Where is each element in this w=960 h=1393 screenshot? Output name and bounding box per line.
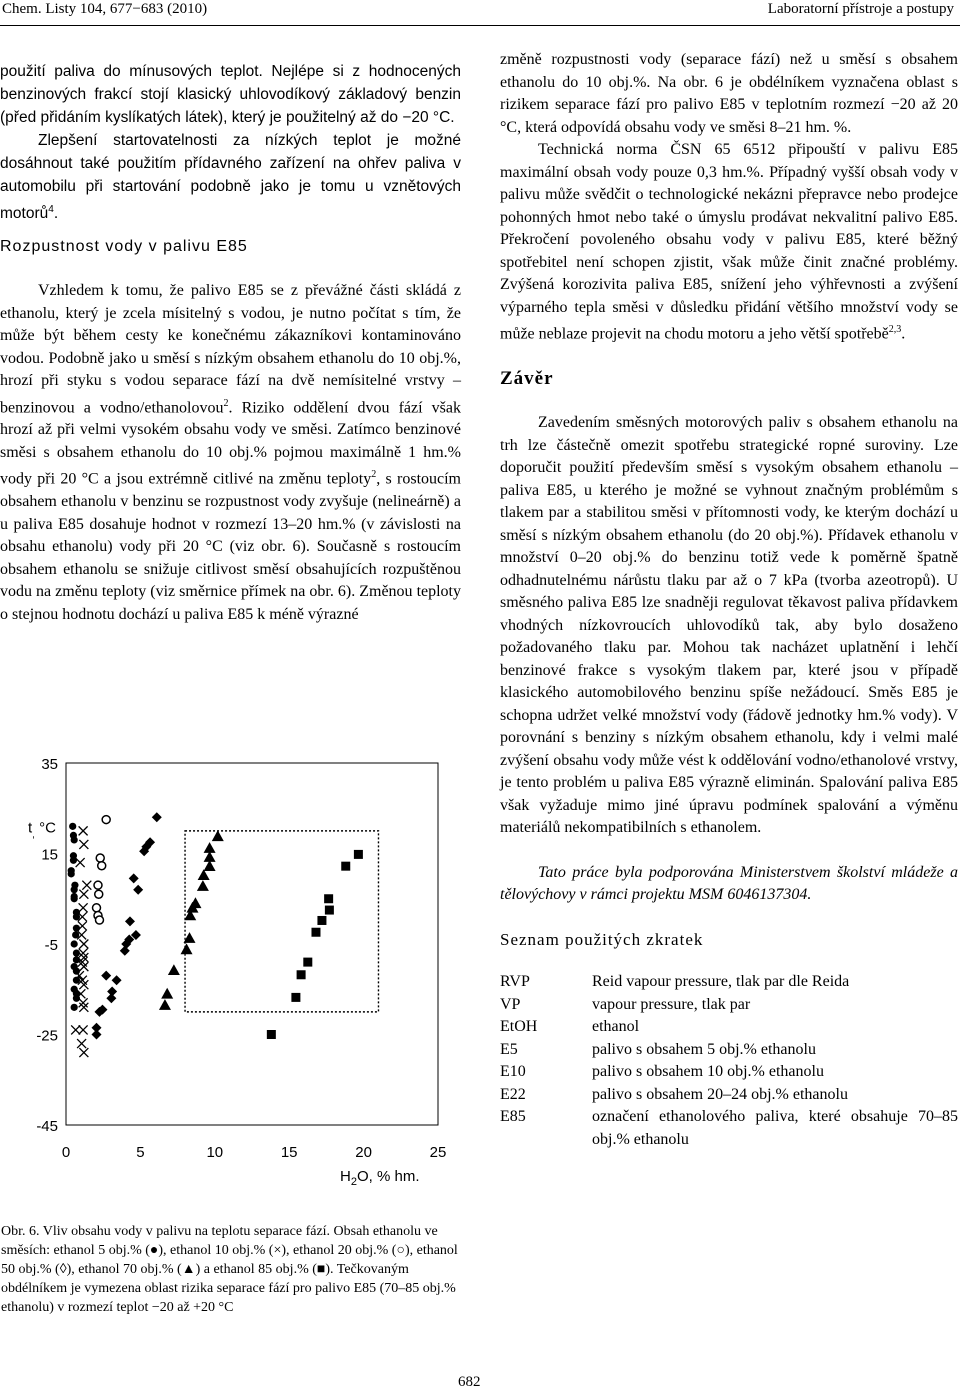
reference-4: 4 <box>48 204 54 215</box>
abbreviation-row <box>500 1106 958 1151</box>
caption-text-5: ), ethanol 70 obj.% ( <box>66 1262 182 1277</box>
abbreviation-value: palivo s obsahem 10 obj.% ethanolu <box>592 1063 824 1081</box>
paragraph-standard <box>500 139 958 346</box>
data-point-square-filled <box>341 862 350 871</box>
paragraph-solubility-text-b: . Riziko oddělení dvou fází však hrozí až při velmi vysokém obsahu vody ve směsi. Zatímco benzinové směsi s obsahem ethanolu do 10 obj.% pojmou maximálně 1 hm.% vody při 20 °C a jsou extrémně citlivé na změnu teploty <box>0 398 462 488</box>
x-tick-label: 15 <box>280 1144 298 1161</box>
section-heading-abbreviations: Seznam použitých zkratek <box>500 929 704 949</box>
data-point-circle-filled <box>71 940 78 947</box>
abbreviation-value: Reid vapour pressure, tlak par dle Reida <box>592 973 850 991</box>
abbreviation-row <box>500 1039 958 1062</box>
abbreviations-table <box>500 971 958 1151</box>
data-point-cross <box>79 903 88 912</box>
section-name: Laboratorní přístroje a postupy <box>767 1 954 17</box>
x-axis-title-main: H <box>340 1168 351 1185</box>
figure-6-chart <box>0 745 470 1185</box>
x-tick-label: 5 <box>136 1144 145 1161</box>
caption-symbol-cross: × <box>273 1243 282 1258</box>
x-tick-label: 0 <box>61 1144 71 1161</box>
journal-citation: Chem. Listy 104, 677−683 (2010) <box>2 1 208 17</box>
y-tick-label: -45 <box>36 1118 58 1135</box>
x-axis-title-sub: 2 <box>350 1176 357 1185</box>
data-point-diamond-filled <box>92 1030 102 1040</box>
data-point-cross <box>71 1025 80 1034</box>
abbreviation-key: E85 <box>500 1108 526 1126</box>
abbreviation-row <box>500 1016 958 1039</box>
caption-text-6: ) a ethanol 85 obj.% ( <box>195 1262 317 1277</box>
y-tick-label: 15 <box>41 846 58 864</box>
data-point-cross <box>79 890 88 899</box>
data-point-triangle-filled <box>197 880 209 891</box>
abbreviation-key: VP <box>500 995 521 1013</box>
data-point-triangle-filled <box>168 964 180 975</box>
data-point-diamond-filled <box>152 812 162 822</box>
data-point-diamond-filled <box>112 975 122 985</box>
data-point-circle-open <box>94 881 102 889</box>
abbreviation-key: E22 <box>500 1085 526 1103</box>
data-point-cross <box>79 826 88 835</box>
abbreviation-row <box>500 1084 958 1107</box>
caption-text-1: Obr. 6. Vliv obsahu vody v palivu na teplotu separace fází. Obsah ethanolu ve směsích: ethanol 5 obj.% ( <box>1 1224 438 1258</box>
data-point-cross <box>78 921 87 930</box>
reference-2-3: 2,3 <box>888 324 902 335</box>
abbreviation-key: E5 <box>500 1040 518 1058</box>
paragraph-solubility-text-c: , s rostoucím obsahem ethanolu v benzinu se rozpustnost vody zvyšuje (nelineárně) a u paliva E85 dosahuje hodnot v rozmezí 13–20 hm.% (v závislosti na obsahu ethanolu) vody při 20 °C (viz obr. 6). Současně s rostoucím obsahem ethanolu se snižuje citlivost směsí obsahujících rozpuštěnou vodu na změnu teploty (viz směrnice přímek na obr. 6). Změnou teploty o stejnou hodnotu dochází u paliva E85 k méně výrazné <box>0 470 461 623</box>
caption-symbol-filled-circle: ● <box>149 1243 159 1258</box>
abbreviation-row <box>500 1061 958 1084</box>
data-point-square-filled <box>291 993 300 1002</box>
caption-symbol-diamond: ◊ <box>59 1262 67 1277</box>
data-point-cross <box>77 1039 86 1048</box>
data-point-square-filled <box>324 894 333 903</box>
paragraph-standard-end: . <box>901 325 906 343</box>
left-column <box>0 60 461 626</box>
data-point-diamond-filled <box>106 993 116 1003</box>
data-point-cross <box>79 940 88 949</box>
y-tick-label: -5 <box>44 937 58 954</box>
x-tick-label: 10 <box>206 1144 224 1161</box>
x-tick-label: 20 <box>355 1144 372 1161</box>
data-point-diamond-filled <box>120 946 130 956</box>
data-point-circle-filled <box>71 895 78 902</box>
data-point-square-filled <box>297 970 306 979</box>
abbreviation-value: označení ethanolového paliva, které obsahuje 70–85 obj.% ethanolu <box>592 1108 958 1148</box>
paragraph-startability: Zlepšení startovatelnosti za nízkých teplot je možné dosáhnout také použitím přídavného zařízení na ohřev paliva v automobilu při startování podobně jako je tomu u vznětových motorů$^4$. <box>0 132 461 223</box>
data-point-triangle-filled <box>184 932 196 943</box>
data-point-circle-filled <box>69 823 76 830</box>
paragraph-solubility-text-a: Vzhledem k tomu, že palivo E85 se z převážné části skládá z ethanolu, který je zcela mísitelný s vodou, je nutno počítat s tím, že může být během cesty ke konečnému zákazníkovi kontaminováno vodou. Podobně jako u směsí s nízkým obsahem ethanolu do 10 obj.%, hrozí při styku s vodou separace fází na dvě nemísitelné vrstvy – benzinovou a vodno/ethanolovou <box>0 282 461 416</box>
y-axis-title-rest: °C <box>34 819 56 837</box>
x-axis-title <box>340 1168 419 1185</box>
data-point-cross <box>79 1025 88 1034</box>
data-point-square-filled <box>317 916 326 925</box>
header-rule <box>0 25 960 26</box>
data-point-circle-filled <box>71 836 78 843</box>
y-tick-label: 35 <box>41 756 58 773</box>
caption-text-4: ), ethanol 50 obj.% ( <box>1 1243 458 1277</box>
caption-text-7: ). Tečkovaným obdélníkem je vymezena oblast rizika separace fází pro palivo E85 (70–85 obj.% ethanolu) v rozmezí teplot −20 až +20 °C <box>1 1262 456 1315</box>
data-point-diamond-filled <box>101 971 111 981</box>
abbreviation-key: E10 <box>500 1063 526 1081</box>
reference-2a: 2 <box>223 397 229 409</box>
chart-marks-layer <box>68 812 363 1057</box>
data-point-circle-filled <box>71 886 78 893</box>
section-heading-solubility: Rozpustnost vody v palivu E85 <box>0 238 248 256</box>
data-point-cross <box>79 840 88 849</box>
data-point-square-filled <box>354 850 363 859</box>
caption-text-3: ), ethanol 20 obj.% ( <box>281 1243 397 1258</box>
data-point-triangle-filled <box>161 988 173 999</box>
x-tick-label: 25 <box>429 1144 447 1161</box>
figure-6-caption <box>1 1222 461 1317</box>
y-axis-title-sub: , <box>32 829 35 841</box>
data-point-diamond-filled <box>129 873 139 883</box>
x-axis-title-rest: O, % hm. <box>356 1168 420 1185</box>
data-point-cross <box>82 881 91 890</box>
data-point-circle-filled <box>73 925 80 932</box>
data-point-circle-filled <box>73 968 80 975</box>
page-number: 682 <box>458 1374 481 1390</box>
paragraph-phase-separation: změně rozpustnosti vody (separace fází) než u směsí s obsahem ethanolu do 10 obj.%. Na obr. 6 je obdélníkem vyznačena oblast s rizikem separace fází pro palivo E85 v teplotním rozmezí −20 až 20 °C, která odpovídá obsahu vody ve směsi 8–21 hm. %. <box>500 51 958 136</box>
data-point-circle-filled <box>71 1004 78 1011</box>
y-axis-title-main: t <box>28 819 33 837</box>
data-point-square-filled <box>325 906 334 915</box>
caption-symbol-open-circle: ○ <box>396 1243 405 1258</box>
paragraph-standard-text: Technická norma ČSN 65 6512 připouští v palivu E85 maximální obsah vody pouze 0,3 hm.%. Případný vyšší obsah vody v palivu může svědčit o technologické nekázni přepravce nebo prodejce pohonných hmot nebo také o úmyslu prodávat nekvalitní palivo E85. Překročení povoleného obsahu vody v palivu E85, které běžný spotřebitel není schopen zjistit, však může činit značné problémy. Zvýšená korozivita paliva E85, snížení jeho výhřevnosti a zvýšení výparného tepla směsi v důsledku přidání většího množství vody se může neblaze projevit na chodu motoru a jeho větší spotřebě <box>500 141 958 343</box>
data-point-cross <box>76 858 85 867</box>
data-point-cross <box>79 1048 88 1057</box>
data-point-circle-open <box>102 816 110 824</box>
data-point-square-filled <box>267 1030 276 1039</box>
abbreviation-value: vapour pressure, tlak par <box>592 995 751 1013</box>
risk-region-rectangle <box>185 831 378 1012</box>
data-point-diamond-filled <box>133 885 143 895</box>
abbreviation-key: RVP <box>500 973 530 991</box>
abbreviation-value: palivo s obsahem 20–24 obj.% ethanolu <box>592 1085 848 1103</box>
abbreviation-row <box>500 994 958 1017</box>
abbreviation-row <box>500 971 958 994</box>
data-point-square-filled <box>311 928 320 937</box>
paragraph-solubility <box>0 280 461 626</box>
reference-2b: 2 <box>371 469 377 481</box>
data-point-square-filled <box>303 958 312 967</box>
abbreviation-value: ethanol <box>592 1018 640 1036</box>
acknowledgement: Tato práce byla podporována Ministerstvem školství mládeže a tělovýchovy v rámci projektu MSM 6046137304. <box>500 863 958 904</box>
abbreviation-value: palivo s obsahem 5 obj.% ethanolu <box>592 1040 816 1058</box>
right-column <box>500 49 958 1151</box>
data-point-circle-open <box>93 904 101 912</box>
chart-labels-layer <box>28 756 446 1185</box>
data-point-triangle-filled <box>212 830 224 841</box>
paragraph-startability-text: Zlepšení startovatelnosti za nízkých teplot je možné dosáhnout také použitím přídavného zařízení na ohřev paliva v automobilu při startování podobně jako je tomu u vznětových motorů <box>0 132 461 223</box>
data-point-circle-filled <box>68 870 75 877</box>
y-tick-label: -25 <box>36 1027 58 1045</box>
data-point-circle-filled <box>73 949 80 956</box>
data-point-circle-open <box>98 862 106 870</box>
data-point-circle-open <box>96 854 104 862</box>
data-point-triangle-filled <box>159 999 171 1010</box>
caption-text-2: ), ethanol 10 obj.% ( <box>158 1243 274 1258</box>
data-point-circle-open <box>95 890 103 898</box>
running-header <box>0 0 960 24</box>
abbreviation-key: EtOH <box>500 1018 538 1036</box>
paragraph-conclusion: Zavedením směsných motorových paliv s obsahem ethanolu na trh lze částečně omezit spotřebu strategické ropné suroviny. Lze doporučit použití především směsí s vysokým obsahem ethanolu – paliva E85, u kterého je možné se vyhnout značným problémům s tlakem par a stabilitou směsi v přítomnosti vody, ke kterým dochází u směsí s nízkým obsahem ethanolu (do 20 obj.%). Přídavek ethanolu v množství 0–20 obj.% do benzinu totiž vede k poměrně špatně odhadnutelnému nárůstu tlaku par až o 7 kPa (tvorba azeotropů). U směsného paliva E85 lze snadněji regulovat těkavost paliva přídavkem vhodných nízkovroucích uhlovodíků tak, aby bylo dosaženo požadovaného tlaku par. Mohou tak nacházet uplatnění i lehčí benzinové frakce s vysokým tlakem par, které jsou v případě klasického automobilového benzinu spíše nežádoucí. Směs E85 je schopna udržet velké množství vody (řádově jednotky hm.% vody). V porovnání s benziny s nízkým obsahem ethanolu, kdy i velmi malé zvýšení obsahu vody může vést k oddělování vodno/ethanolové vrstvy, je tento problém u paliva E85 výrazně eliminán. Spalování paliva E85 však vyžaduje mimo jiné úpravu podmínek spalování a výměnu materiálů nekompatibilních s ethanolem. <box>500 414 958 837</box>
y-axis-title <box>28 819 56 840</box>
abbreviations-body <box>500 971 958 1151</box>
caption-symbol-triangle: ▲ <box>181 1262 196 1277</box>
caption-symbol-square: ■ <box>316 1262 326 1277</box>
data-point-diamond-filled <box>125 916 135 926</box>
data-point-triangle-filled <box>181 943 193 954</box>
data-point-circle-open <box>95 916 103 924</box>
paragraph-low-temp: použití paliva do mínusových teplot. Nejlépe si z hodnocených benzinových frakcí stojí klasický uhlovodíkový základový benzin (před přidáním kyslíkatých látek), který je použitelný až do −20 °C. <box>0 63 461 126</box>
section-heading-conclusion: Závěr <box>500 367 554 389</box>
